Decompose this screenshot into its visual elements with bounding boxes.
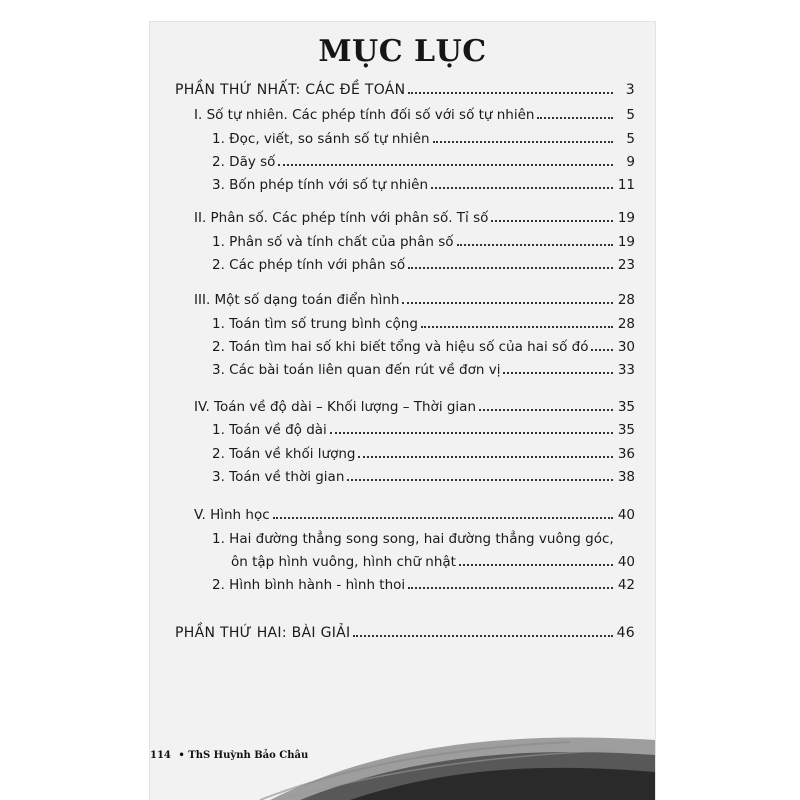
leader-dots: [421, 326, 613, 328]
toc-label: 1. Đọc, viết, so sánh số tự nhiên: [212, 131, 430, 147]
toc-label: 3. Bốn phép tính với số tự nhiên: [212, 177, 429, 193]
toc-page-number: 3: [625, 82, 635, 98]
toc-page-number: 19: [617, 234, 635, 250]
page-footer: [150, 750, 308, 761]
toc-entry-1-3[interactable]: [212, 177, 635, 193]
toc-page-number: 11: [617, 177, 635, 193]
toc-label: 2. Các phép tính với phân số: [212, 257, 406, 273]
toc-page-number: 38: [617, 469, 635, 485]
leader-dots: [431, 187, 613, 189]
toc-label: PHẦN THỨ HAI: BÀI GIẢI: [175, 625, 351, 641]
toc-entry-2-2[interactable]: [212, 257, 635, 273]
toc-page-number: 35: [617, 422, 635, 438]
leader-dots: [491, 220, 613, 222]
page-title: MỤC LỤC: [318, 34, 487, 69]
toc-entry-3-3[interactable]: [212, 362, 635, 378]
footer-bullet: •: [178, 750, 185, 761]
toc-label: PHẦN THỨ NHẤT: CÁC ĐỀ TOÁN: [175, 82, 406, 98]
leader-dots: [330, 432, 613, 434]
toc-label: ôn tập hình vuông, hình chữ nhật: [231, 554, 456, 570]
leader-dots: [457, 244, 614, 246]
toc-page-number: 30: [617, 339, 635, 355]
toc-page-number: 28: [617, 292, 635, 308]
toc-page-number: 28: [617, 316, 635, 332]
toc-page-number: 5: [626, 107, 635, 123]
toc-entry-section-5[interactable]: [194, 507, 635, 523]
toc-page-number: 9: [626, 154, 635, 170]
toc-page-number: 33: [617, 362, 635, 378]
toc-label: 1. Toán về độ dài: [212, 422, 327, 438]
leader-dots: [503, 372, 613, 374]
toc-label: I. Số tự nhiên. Các phép tính đối số với số tự nhiên: [194, 107, 535, 123]
toc-entry-5-2[interactable]: [212, 577, 635, 593]
toc-entry-5-1[interactable]: [231, 554, 635, 570]
toc-entry-4-3[interactable]: [212, 469, 635, 485]
toc-page-number: 42: [617, 577, 635, 593]
toc-page-number: 36: [617, 446, 635, 462]
toc-page-number: 40: [617, 554, 635, 570]
toc-page-number: 40: [617, 507, 635, 523]
book-page: [150, 22, 655, 800]
leader-dots: [273, 517, 613, 519]
toc-label: 2. Toán về khối lượng: [212, 446, 356, 462]
leader-dots: [353, 635, 612, 637]
toc-entry-section-4[interactable]: [194, 399, 635, 415]
leader-dots: [278, 164, 613, 166]
toc-entry-4-2[interactable]: [212, 446, 635, 462]
leader-dots: [537, 117, 613, 119]
toc-label: 3. Các bài toán liên quan đến rút về đơn vị: [212, 362, 501, 378]
toc-label: 1. Toán tìm số trung bình cộng: [212, 316, 418, 332]
leader-dots: [408, 267, 613, 269]
toc-entry-section-1[interactable]: [194, 107, 635, 123]
toc-page-number: 19: [617, 210, 635, 226]
toc-entry-3-2[interactable]: [212, 339, 635, 355]
toc-label: II. Phân số. Các phép tính với phân số. Tỉ số: [194, 210, 489, 226]
toc-page-number: 35: [617, 399, 635, 415]
toc-entry-4-1[interactable]: [212, 422, 635, 438]
leader-dots: [358, 456, 613, 458]
leader-dots: [408, 92, 613, 94]
toc-label: 2. Toán tìm hai số khi biết tổng và hiệu số của hai số đó: [212, 339, 589, 355]
toc-label: 1. Phân số và tính chất của phân số: [212, 234, 454, 250]
toc-page-number: 46: [616, 625, 635, 641]
toc-entry-section-3[interactable]: [194, 292, 635, 308]
leader-dots: [479, 409, 613, 411]
leader-dots: [408, 587, 613, 589]
toc-entry-part2[interactable]: [175, 625, 635, 641]
leader-dots: [402, 302, 613, 304]
toc-entry-2-1[interactable]: [212, 234, 635, 250]
leader-dots: [433, 141, 613, 143]
toc-label: V. Hình học: [194, 507, 270, 523]
toc-entry-5-1-line1[interactable]: 1. Hai đường thẳng song song, hai đường thẳng vuông góc,: [212, 531, 614, 547]
toc-entry-section-2[interactable]: [194, 210, 635, 226]
toc-entry-3-1[interactable]: [212, 316, 635, 332]
toc-entry-1-1[interactable]: [212, 131, 635, 147]
toc-entry-1-2[interactable]: [212, 154, 635, 170]
toc-label: 2. Hình bình hành - hình thoi: [212, 577, 406, 593]
footer-page-number: 114: [150, 750, 171, 761]
toc-label: 3. Toán về thời gian: [212, 469, 345, 485]
leader-dots: [459, 564, 613, 566]
toc-entry-part1[interactable]: [175, 82, 635, 98]
toc-label: IV. Toán về độ dài – Khối lượng – Thời gian: [194, 399, 477, 415]
toc-page-number: 5: [626, 131, 635, 147]
toc-label: III. Một số dạng toán điển hình: [194, 292, 400, 308]
leader-dots: [591, 349, 613, 351]
toc-label: 2. Dãy số: [212, 154, 276, 170]
footer-author: ThS Huỳnh Bảo Châu: [188, 750, 309, 761]
leader-dots: [347, 479, 613, 481]
toc-page-number: 23: [617, 257, 635, 273]
